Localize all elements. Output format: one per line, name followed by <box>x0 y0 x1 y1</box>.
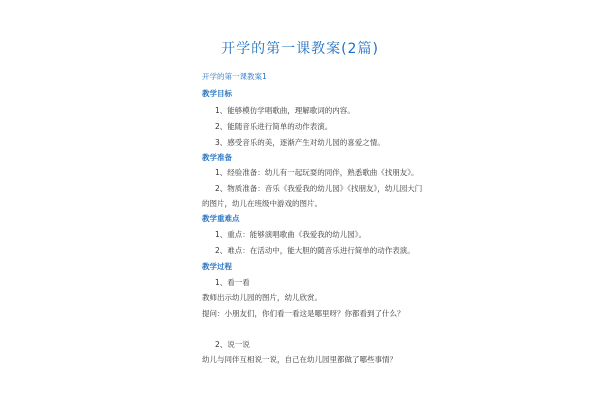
process-item: 1、看一看 <box>215 278 250 287</box>
preparation-item: 2、物质准备：音乐《我爱我的幼儿园》《找朋友》，幼儿园大门 <box>215 184 423 193</box>
goal-item: 1、能够模仿学唱歌曲，理解歌词的内容。 <box>215 106 355 115</box>
document-title: 开学的第一课教案(2篇) <box>221 41 379 57</box>
key-point-item: 1、重点：能够演唱歌曲《我爱我的幼儿园》。 <box>215 230 367 239</box>
process-item: 幼儿与同伴互相说一说，自己在幼儿园里都做了哪些事情？ <box>202 355 397 364</box>
section-heading-goals: 教学目标 <box>202 89 232 98</box>
process-item: 2、说一说 <box>215 340 250 349</box>
preparation-item: 的图片，幼儿在班级中游戏的图片。 <box>202 199 322 208</box>
preparation-item: 1、经验准备：幼儿有一起玩耍的同伴，熟悉歌曲《找朋友》。 <box>215 168 419 177</box>
section-subtitle: 开学的第一课教案1 <box>202 72 267 81</box>
section-heading-preparation: 教学准备 <box>202 153 232 162</box>
section-heading-key-points: 教学重难点 <box>202 214 240 223</box>
section-heading-process: 教学过程 <box>202 262 232 271</box>
key-point-item: 2、难点：在活动中，能大胆的随音乐进行简单的动作表演。 <box>215 246 415 255</box>
process-item: 提问：小朋友们，你们看一看这是哪里呀？你都看到了什么？ <box>202 309 405 318</box>
goal-item: 3、感受音乐的美，逐渐产生对幼儿园的喜爱之情。 <box>215 138 385 147</box>
goal-item: 2、能随音乐进行简单的动作表演。 <box>215 122 333 131</box>
process-item: 教师出示幼儿园的图片，幼儿欣赏。 <box>202 293 322 302</box>
